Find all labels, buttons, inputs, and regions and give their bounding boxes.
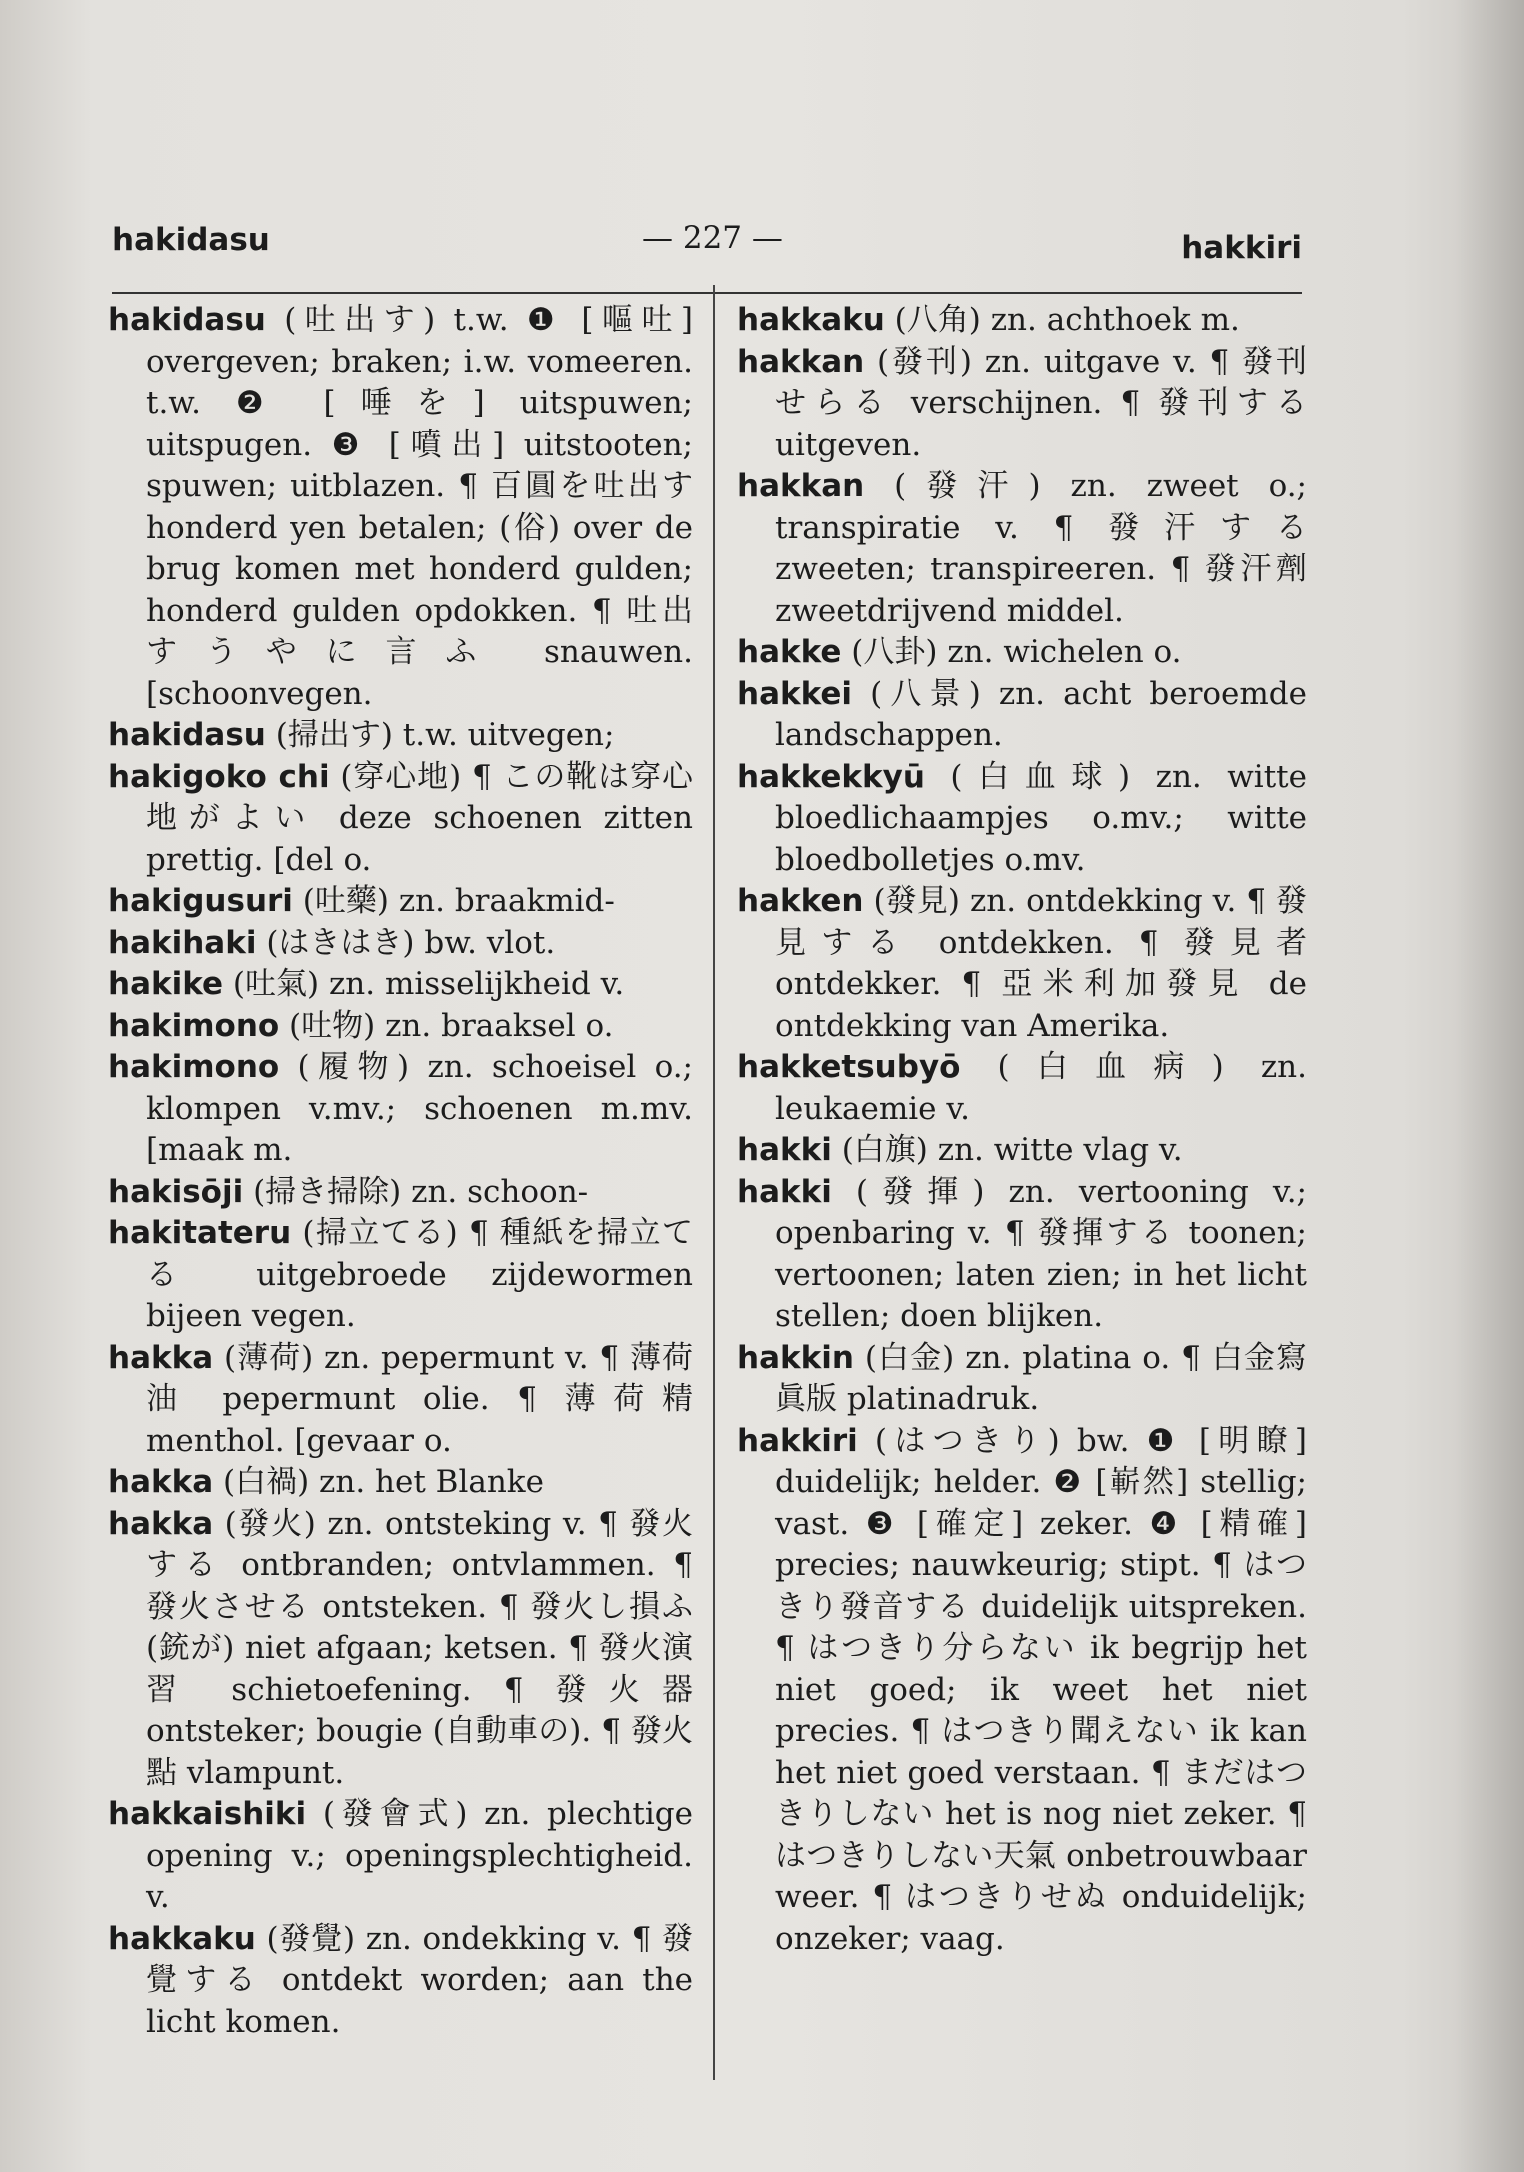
dictionary-entry [737, 1047, 1307, 1130]
dictionary-entry [108, 881, 693, 923]
entry-headword: hakke [737, 634, 842, 670]
entry-headword: hakkan [737, 343, 865, 380]
entry-definition: (白金) zn. platina o. ¶ 白金寫眞版 platinadruk. [775, 1339, 1307, 1417]
dictionary-entry [737, 632, 1307, 674]
entry-headword: hakihaki [108, 924, 257, 961]
entry-headword: hakkei [737, 675, 853, 712]
dictionary-entry [108, 1006, 693, 1048]
page-number: — 227 — [642, 220, 783, 256]
dictionary-entry [108, 1462, 693, 1504]
entry-headword: hakidasu [108, 717, 266, 753]
entry-headword: hakka [108, 1464, 214, 1500]
entry-headword: hakken [737, 883, 864, 919]
dictionary-entry [737, 466, 1307, 632]
entry-definition: (八角) zn. achthoek m. [884, 302, 1240, 338]
entry-headword: hakigoko chi [108, 758, 330, 795]
entry-headword: hakka [108, 1339, 214, 1376]
column-divider [713, 285, 715, 2080]
dictionary-entry [108, 1794, 693, 1919]
entry-definition: (掃出す) t.w. uitvegen; [265, 717, 615, 753]
entry-headword: hakka [108, 1505, 214, 1542]
dictionary-entry [737, 1130, 1307, 1172]
entry-definition: (薄荷) zn. pepermunt v. ¶ 薄荷油 pepermunt olie. ¶ 薄荷精 menthol. [gevaar o. [146, 1339, 693, 1459]
dictionary-entry [737, 300, 1307, 342]
entry-definition: (八卦) zn. wichelen o. [841, 634, 1182, 670]
entry-headword: hakimono [108, 1007, 280, 1044]
dictionary-entry [108, 923, 693, 965]
entry-definition: (發刊) zn. uitgave v. ¶ 發刊せらる verschijnen. ¶ 發刊する uitgeven. [775, 343, 1307, 463]
entry-definition: (吐物) zn. braaksel o. [279, 1007, 614, 1044]
entry-definition: (八景) zn. acht beroemde landschappen. [775, 675, 1307, 753]
entry-headword: hakkin [737, 1339, 854, 1376]
header-right-headword: hakkiri [1181, 230, 1302, 266]
entry-definition: (白禍) zn. het Blanke [213, 1464, 544, 1500]
entry-headword: hakkekkyū [737, 758, 925, 795]
entry-headword: hakkan [737, 468, 865, 504]
dictionary-entry [108, 1047, 693, 1172]
dictionary-entry [108, 1338, 693, 1463]
entry-headword: hakkiri [737, 1422, 858, 1459]
entry-definition: (穿心地) ¶ この靴は穿心地がよい deze schoenen zitten prettig. [del o. [146, 758, 693, 878]
entry-headword: hakitateru [108, 1215, 292, 1251]
left-column [108, 300, 693, 2070]
entry-definition: (發火) zn. ontsteking v. ¶ 發火する ontbranden; ontvlammen. ¶ 發火させる ontsteken. ¶ 發火し損ふ (銃が) niet afgaan; ketsen. ¶ 發火演習 schietoefening. ¶ 發火器 ontsteker; bougie (自動車の). ¶ 發火點 vlampunt. [146, 1505, 693, 1791]
entry-definition: (吐藥) zn. braakmid- [292, 883, 615, 919]
dictionary-entry [108, 1919, 693, 2044]
entry-definition: (白旗) zn. witte vlag v. [831, 1132, 1183, 1168]
entry-definition: (發覺) zn. ondekking v. ¶ 發覺する ontdekt worden; aan the licht komen. [146, 1920, 693, 2040]
dictionary-entry [108, 1504, 693, 1795]
dictionary-entry [108, 757, 693, 882]
entry-headword: hakki [737, 1132, 832, 1168]
entry-definition: (發汗) zn. zweet o.; transpiratie v. ¶ 發汗する zweeten; transpireeren. ¶ 發汗劑 zweetdrijvend middel. [775, 468, 1307, 629]
dictionary-entry [737, 1338, 1307, 1421]
dictionary-entry [108, 1213, 693, 1338]
header-rule [112, 292, 1302, 294]
entry-headword: hakkaku [737, 302, 885, 338]
entry-headword: hakike [108, 966, 224, 1002]
header-left-headword: hakidasu [112, 222, 270, 258]
entry-definition: (白血球) zn. witte bloedlichaampjes o.mv.; witte bloedbolletjes o.mv. [775, 758, 1307, 878]
entry-headword: hakki [737, 1173, 832, 1210]
entry-definition: (吐氣) zn. misselijkheid v. [223, 966, 625, 1002]
dictionary-entry [108, 715, 693, 757]
dictionary-entry [737, 1421, 1307, 1961]
entry-definition: (掃立てる) ¶ 種紙を掃立てる uitgebroede zijdewormen bijeen vegen. [146, 1215, 693, 1334]
entry-headword: hakkaku [108, 1920, 256, 1957]
entry-definition: (吐出す) t.w. ❶ [嘔吐] overgeven; braken; i.w. vomeeren. t.w. ❷ [唾を] uitspuwen; uitspugen. ❸ [噴出] uitstooten; spuwen; uitblazen. ¶ 百圓を吐出す honderd yen betalen; (俗) over de brug komen met honderd gulden; honderd gulden opdokken. ¶ 吐出すうやに言ふ snauwen. [schoonvegen. [146, 302, 693, 712]
entry-headword: hakimono [108, 1049, 280, 1085]
dictionary-entry [737, 342, 1307, 467]
page-header [112, 212, 1302, 272]
dictionary-entry [737, 674, 1307, 757]
dictionary-entry [108, 1172, 693, 1214]
entry-headword: hakidasu [108, 302, 266, 338]
dictionary-entry [737, 1172, 1307, 1338]
entry-headword: hakigusuri [108, 883, 293, 919]
entry-definition: (はつきり) bw. ❶ [明瞭] duidelijk; helder. ❷ [嶄然] stellig; vast. ❸ [確定] zeker. ❹ [精確] precies; nauwkeurig; stipt. ¶ はつきり發音する duidelijk uitspreken. ¶ はつきり分らない ik begrijp het niet goed; ik weet het niet precies. ¶ はつきり聞えない ik kan het niet goed verstaan. ¶ まだはつきりしない het is nog niet zeker. ¶ はつきりしない天氣 onbetrouwbaar weer. ¶ はつきりせぬ onduidelijk; onzeker; vaag. [775, 1422, 1307, 1957]
entry-headword: hakisōji [108, 1173, 244, 1210]
entry-definition: (發見) zn. ontdekking v. ¶ 發見する ontdekken. ¶ 發見者 ontdekker. ¶ 亞米利加發見 de ontdekking van Amerika. [775, 883, 1307, 1044]
dictionary-entry [737, 881, 1307, 1047]
right-column [737, 300, 1307, 2070]
entry-definition: (掃き掃除) zn. schoon- [243, 1173, 589, 1210]
dictionary-entry [108, 964, 693, 1006]
entry-definition: (はきはき) bw. vlot. [256, 924, 556, 961]
page-spine-shadow [1454, 0, 1524, 2172]
entry-definition: (發會式) zn. plechtige opening v.; openingsplechtigheid. v. [146, 1796, 693, 1915]
entry-definition: (履物) zn. schoeisel o.; klompen v.mv.; schoenen m.mv. [maak m. [146, 1049, 693, 1168]
dictionary-entry [108, 300, 693, 715]
entry-definition: (白血病) zn. leukaemie v. [775, 1049, 1307, 1127]
entry-headword: hakketsubyō [737, 1049, 961, 1085]
entry-headword: hakkaishiki [108, 1796, 307, 1832]
entry-definition: (發揮) zn. vertooning v.; openbaring v. ¶ 發揮する toonen; vertoonen; laten zien; in het licht stellen; doen blijken. [775, 1173, 1307, 1334]
dictionary-entry [737, 757, 1307, 882]
